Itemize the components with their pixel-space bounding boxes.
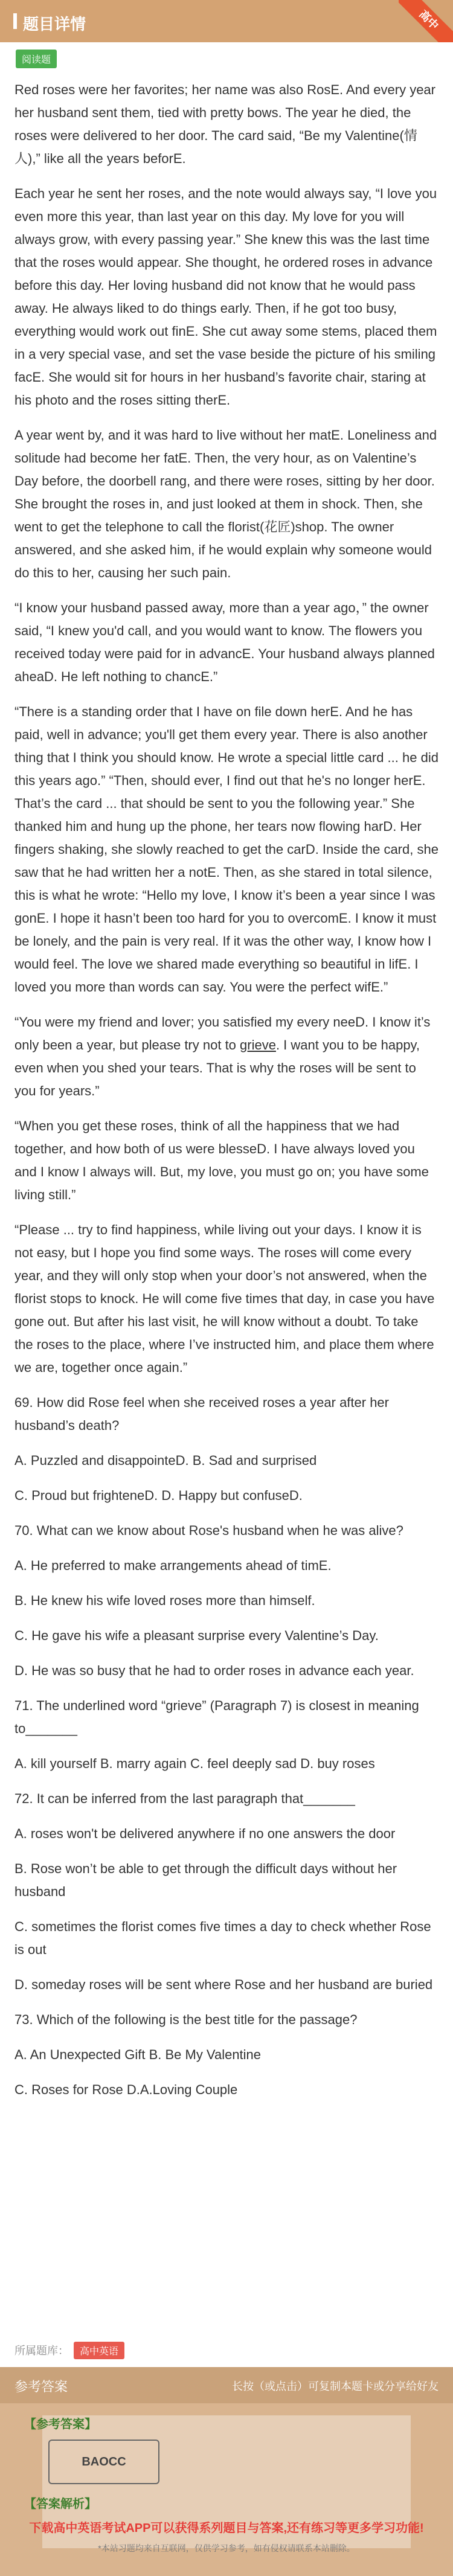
question-option: A. He preferred to make arrangements ahead of timE. bbox=[14, 1558, 332, 1573]
disclaimer-text: *本站习题均来自互联网，仅供学习参考，如有侵权请联系本站删除。 bbox=[98, 2543, 355, 2553]
question-stem: 71. The underlined word “grieve” (Paragraph 7) is closest in meaning to_______ bbox=[14, 1698, 419, 1736]
passage-paragraph: Each year he sent her roses, and the note would always say, “I love you even more this year, than last year on this day. My love for you will always grow, with every passing year.” She knew this was the last time that the roses would appear. She thought, he ordered roses in advance before this day. Her loving husband did not know that he would pass away. He always liked to do things early. Then, if he got too busy, everything would work out finE. She cut away some stems, placed them in a very special vase, and set the vase beside the picture of his smiling facE. She would sit for hours in her husband’s favorite chair, staring at his photo and the roses sitting therE. bbox=[14, 186, 437, 408]
passage-paragraph: “I know your husband passed away, more than a year ago，” the owner said, “I knew you'd call, and you would want to know. The flowers you received today were paid for in advancE. Your husband always planned aheaD. He left nothing to chancE.” bbox=[14, 600, 435, 684]
underlined-word: grieve bbox=[240, 1037, 276, 1053]
passage-text: . I want you to be happy, even when you shed your tears. That is why the roses will be sent to you for years.” bbox=[14, 1037, 420, 1098]
header-bar bbox=[0, 0, 453, 42]
header-accent bbox=[13, 13, 17, 29]
passage-paragraph-grieve bbox=[14, 1011, 439, 1103]
passage-paragraph: Red roses were her favorites; her name was also RosE. And every year her husband sent them, tied with pretty bows. The year he died, the roses were delivered to her door. The card said, “Be my Valentine(情人),” like all the years beforE. bbox=[14, 82, 435, 166]
analysis-label: 【答案解析】 bbox=[24, 2498, 97, 2511]
question-option: C. Proud but frighteneD. D. Happy but confuseD. bbox=[14, 1488, 303, 1503]
question-type-tag: 阅读题 bbox=[16, 50, 57, 68]
passage-paragraph: “There is a standing order that I have on file down herE. And he has paid, well in advance; you'll get them every year. There is also another thing that I think you should know. He wrote a special little card ... he did this years ago.” “Then, should ever, I find out that he's no longer herE. That’s the card ... that should be sent to you the following year.” She thanked him and hung up the phone, her tears now flowing harD. Her fingers shaking, she slowly reached to get the carD. Inside the card, she saw that he had written her a notE. Then, as she stared in total silence, this is what he wrote: “Hello my love, I know it’s been a year since I was gonE. I hope it hasn’t been too hard for you to overcomE. I know it must be lonely, and the pain is very real. If it was the other way, I know how I would feel. The love we shared made everything so beautiful in lifE. I loved you more than words can say. You were the perfect wifE.” bbox=[14, 704, 439, 995]
page-title: 题目详情 bbox=[23, 15, 86, 33]
question-option: C. He gave his wife a pleasant surprise every Valentine’s Day. bbox=[14, 1628, 379, 1643]
corner-badge bbox=[399, 0, 453, 42]
answer-bar bbox=[0, 2367, 453, 2403]
passage-text: “You were my friend and lover; you satisfied my every neeD. I know it’s only been a year, but please try not to bbox=[14, 1014, 431, 1053]
question-bank-link[interactable]: 高中英语 bbox=[74, 2342, 124, 2359]
site-logo: BAOCC bbox=[48, 2440, 159, 2484]
answer-panel[interactable] bbox=[0, 2403, 453, 2576]
question-stem: 73. Which of the following is the best title for the passage? bbox=[14, 2012, 358, 2027]
question-option: A. An Unexpected Gift B. Be My Valentine bbox=[14, 2047, 262, 2062]
question-option: D. He was so busy that he had to order roses in advance each year. bbox=[14, 1663, 414, 1678]
passage-paragraph: “Please ... try to find happiness, while living out your days. I know it is not easy, but I hope you find some ways. The roses will come every year, and they will only stop when your door’s not answered, when the florist stops to knock. He will come five times that day, in case you have gone out. But after his last visit, he will know without a doubt. To take the roses to the place, where I’ve instructed him, and place them where we are, together once again.” bbox=[14, 1222, 435, 1375]
question-stem: 72. It can be inferred from the last paragraph that_______ bbox=[14, 1791, 355, 1806]
question-bank-row bbox=[14, 2342, 124, 2359]
question-bank-label: 所属题库： bbox=[14, 2345, 69, 2357]
question-option: A. kill yourself B. marry again C. feel deeply sad D. buy roses bbox=[14, 1756, 375, 1771]
question-option: A. roses won't be delivered anywhere if no one answers the door bbox=[14, 1826, 396, 1841]
answer-title: 参考答案 bbox=[14, 2379, 68, 2394]
app-download-promo[interactable]: 下载高中英语考试APP可以获得系列题目与答案,还有练习等更多学习功能! bbox=[29, 2522, 424, 2535]
question-option: A. Puzzled and disappointeD. B. Sad and surprised bbox=[14, 1453, 317, 1468]
question-option: D. someday roses will be sent where Rose and her husband are buried bbox=[14, 1977, 433, 1992]
copy-share-hint[interactable]: 长按（或点击）可复制本题卡或分享给好友 bbox=[232, 2380, 439, 2392]
answer-label: 【参考答案】 bbox=[24, 2418, 97, 2431]
question-option: B. Rose won’t be able to get through the difficult days without her husband bbox=[14, 1861, 397, 1899]
question-option: C. Roses for Rose D.A.Loving Couple bbox=[14, 2082, 238, 2097]
tag-row bbox=[16, 50, 57, 68]
question-content bbox=[14, 78, 439, 2113]
passage-paragraph: “When you get these roses, think of all the happiness that we had together, and how both of us were blesseD. I have always loved you and I know I always will. But, my love, you must go on; you have some living still.” bbox=[14, 1118, 429, 1202]
question-option: B. He knew his wife loved roses more than himself. bbox=[14, 1593, 315, 1608]
question-stem: 69. How did Rose feel when she received roses a year after her husband’s death? bbox=[14, 1395, 389, 1433]
question-stem: 70. What can we know about Rose's husband when he was alive? bbox=[14, 1523, 403, 1538]
corner-badge-label: 高中 bbox=[399, 0, 453, 42]
passage-paragraph: A year went by, and it was hard to live without her matE. Loneliness and solitude had become her fatE. Then, the very hour, as on Valentine’s Day before, the doorbell rang, and there were roses, sitting by her door. She brought the roses in, and just looked at them in shock. Then, she went to get the telephone to call the florist(花匠)shop. The owner answered, and she asked him, if he would explain why someone would do this to her, causing her such pain. bbox=[14, 428, 437, 580]
question-option: C. sometimes the florist comes five times a day to check whether Rose is out bbox=[14, 1919, 431, 1957]
